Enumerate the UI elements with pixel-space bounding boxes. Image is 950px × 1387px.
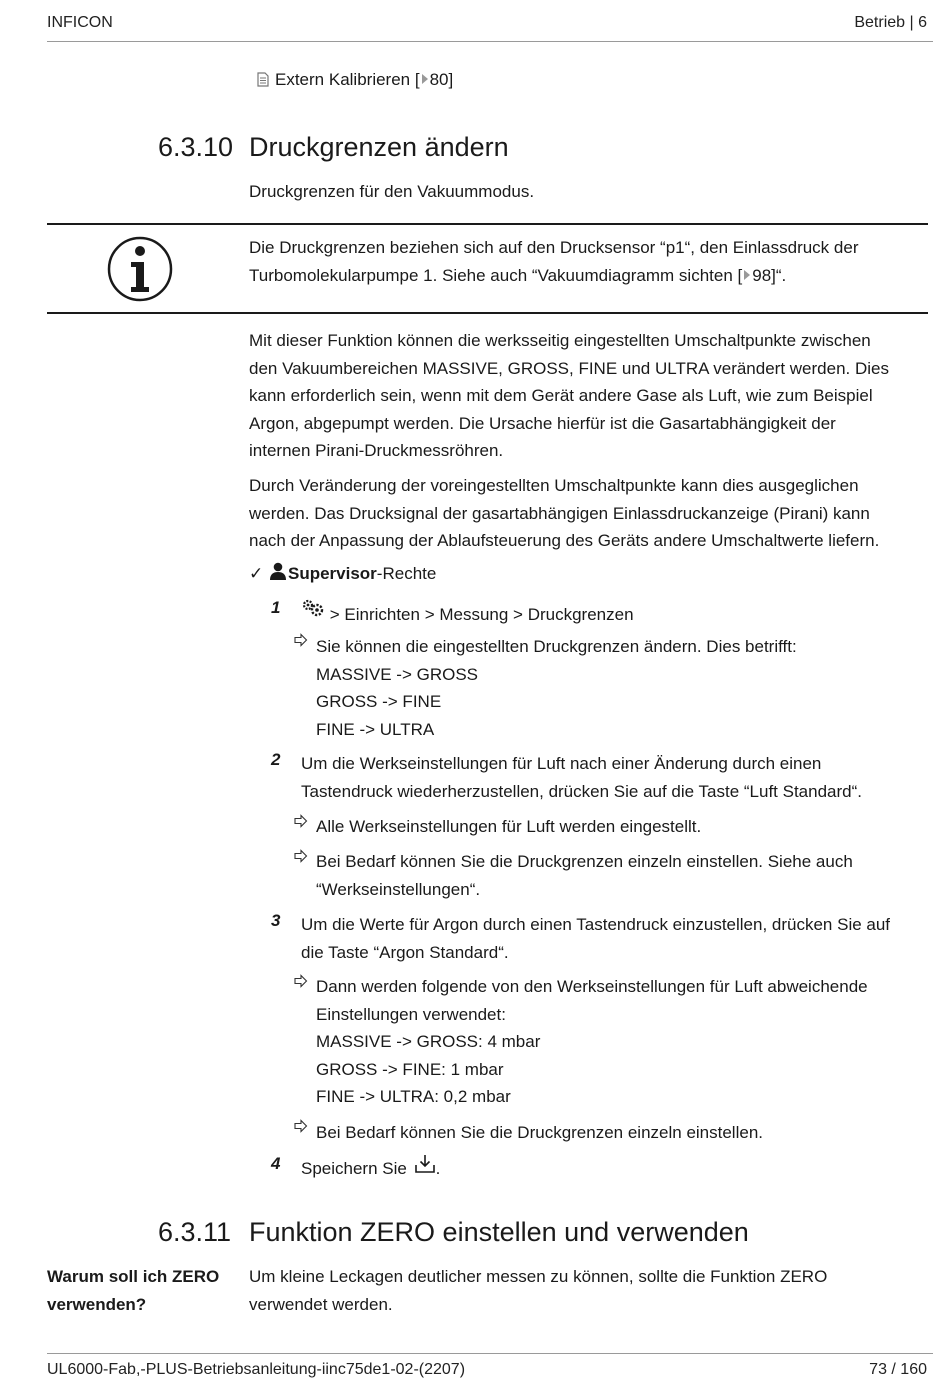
result-3a: Dann werden folgende von den Werkseinstellungen für Luft abweichende Einstellungen verwendet: MASSIVE -> GROSS: 4 mbar GROSS -> FINE: 1 mbar FINE -> ULTRA: 0,2 mbar bbox=[316, 977, 868, 1107]
result-arrow-icon bbox=[294, 848, 308, 868]
reference-label: Extern Kalibrieren [ bbox=[275, 70, 420, 89]
info-line-1: Die Druckgrenzen beziehen sich auf den Drucksensor “p1“, den Einlassdruck der bbox=[249, 238, 859, 257]
info-box-top-rule bbox=[47, 223, 928, 225]
result-2b: Bei Bedarf können Sie die Druckgrenzen einzeln einstellen. Siehe auch “Werkseinstellungen“. bbox=[316, 852, 853, 899]
result-arrow-icon bbox=[294, 973, 308, 993]
step-3: Um die Werte für Argon durch einen Tastendruck einzustellen, drücken Sie auf die Taste “Argon Standard“. bbox=[301, 915, 891, 962]
step-2: Um die Werkseinstellungen für Luft nach einer Änderung durch einen Tastendruck wiederherzustellen, drücken Sie auf die Taste “Luft Standard“. bbox=[301, 754, 862, 801]
result-arrow-icon bbox=[294, 1118, 308, 1138]
result-3b: Bei Bedarf können Sie die Druckgrenzen einzeln einstellen. bbox=[316, 1123, 763, 1142]
info-box-bottom-rule bbox=[47, 312, 928, 314]
result-1: Sie können die eingestellten Druckgrenzen ändern. Dies betrifft: MASSIVE -> GROSS GROSS -> FINE FINE -> ULTRA bbox=[316, 637, 797, 739]
cross-reference[interactable] bbox=[257, 70, 453, 92]
gears-icon bbox=[301, 598, 325, 627]
section-number: 6.3.11 bbox=[158, 1217, 232, 1247]
step-number-1: 1 bbox=[271, 598, 281, 617]
prerequisite bbox=[249, 562, 436, 585]
checkmark: ✓ bbox=[249, 564, 264, 583]
footer-document-id: UL6000-Fab,-PLUS-Betriebsanleitung-iinc75de1-02-(2207) bbox=[47, 1361, 466, 1378]
section-number: 6.3.10 bbox=[158, 132, 234, 162]
reference-page: 80] bbox=[429, 70, 454, 89]
footer-rule bbox=[47, 1353, 933, 1354]
document-icon bbox=[257, 72, 269, 92]
footer-page-number: 73 / 160 bbox=[869, 1361, 927, 1378]
paragraph-2: Durch Veränderung der voreingestellten Umschaltpunkte kann dies ausgeglichen werden. Das Drucksignal der gasartabhängigen Einlassdruckanzeige (Pirani) kann nach der Anpassung der Ablaufsteuerung des Geräts andere Umschaltwerte liefern. bbox=[249, 476, 880, 551]
result-arrow-icon bbox=[294, 813, 308, 833]
save-download-icon bbox=[414, 1154, 436, 1183]
section-title: Funktion ZERO einstellen und verwenden bbox=[249, 1217, 749, 1247]
info-box-text bbox=[249, 234, 931, 289]
user-icon bbox=[270, 562, 286, 585]
header-brand: INFICON bbox=[47, 14, 113, 31]
section-intro: Druckgrenzen für den Vakuummodus. bbox=[249, 182, 535, 201]
result-arrow-icon bbox=[294, 632, 308, 652]
step-1: > Einrichten > Messung > Druckgrenzen bbox=[301, 598, 931, 629]
step-number-4: 4 bbox=[271, 1154, 281, 1173]
header-chapter: Betrieb | 6 bbox=[854, 14, 927, 31]
step-4: Speichern Sie . bbox=[301, 1154, 931, 1183]
info-icon bbox=[107, 236, 173, 307]
page-pointer-icon bbox=[422, 74, 428, 84]
role-suffix: -Rechte bbox=[376, 564, 437, 583]
side-label: Warum soll ich ZERO verwenden? bbox=[47, 1267, 220, 1314]
paragraph-1: Mit dieser Funktion können die werksseitig eingestellten Umschaltpunkte zwischen den Vakuumbereichen MASSIVE, GROSS, FINE und ULTRA verändert werden. Dies kann erforderlich sein, wenn mit dem Gerät andere Gase als Luft, wie zum Beispiel Argon, abgepumpt werden. Die Ursache hierfür ist die Gasartabhängigkeit der internen Pirani-Druckmessröhren. bbox=[249, 331, 889, 461]
header-rule bbox=[47, 41, 933, 42]
result-2a: Alle Werkseinstellungen für Luft werden eingestellt. bbox=[316, 817, 702, 836]
step-number-3: 3 bbox=[271, 911, 281, 930]
step-number-2: 2 bbox=[271, 750, 281, 769]
section-2-text: Um kleine Leckagen deutlicher messen zu können, sollte die Funktion ZERO verwendet werden. bbox=[249, 1267, 828, 1314]
page-pointer-icon bbox=[744, 270, 750, 280]
info-line-2: Turbomolekularpumpe 1. Siehe auch “Vakuumdiagramm sichten [ 98]“. bbox=[249, 265, 787, 285]
section-title: Druckgrenzen ändern bbox=[249, 132, 509, 162]
role-name: Supervisor bbox=[287, 564, 377, 583]
